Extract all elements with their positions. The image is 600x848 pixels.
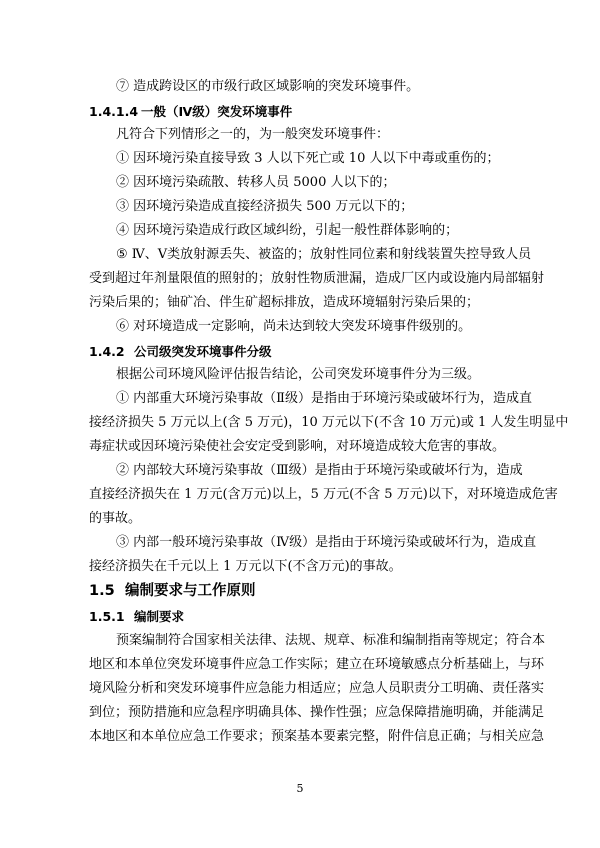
list-item: ③ 内部一般环境污染事故（Ⅳ级）是指由于环境污染或破坏行为，造成直 bbox=[116, 535, 537, 550]
list-item: ① 因环境污染直接导致 3 人以下死亡或 10 人以下中毒或重伤的； bbox=[116, 151, 500, 166]
body-line: 根据公司环境风险评估报告结论，公司突发环境事件分为三级。 bbox=[116, 367, 481, 382]
body-line: 受到超过年剂量限值的照射的；放射性物质泄漏，造成厂区内或设施内局部辐射 bbox=[89, 271, 545, 286]
heading-number: 1.5 bbox=[89, 583, 115, 599]
list-item: ② 内部较大环境污染事故（Ⅲ级）是指由于环境污染或破坏行为，造成 bbox=[116, 463, 523, 478]
list-item: ② 因环境污染疏散、转移人员 5000 人以下的； bbox=[116, 175, 396, 190]
body-line: 凡符合下列情形之一的，为一般突发环境事件： bbox=[116, 127, 390, 142]
section-heading-1-4-1-4 bbox=[89, 104, 292, 120]
body-line: 到位；预防措施和应急程序明确具体、操作性强；应急保障措施明确，并能满足 bbox=[89, 705, 545, 720]
heading-title: 一般（Ⅳ级）突发环境事件 bbox=[141, 104, 293, 119]
heading-number: 1.4.2 bbox=[89, 344, 125, 359]
section-heading-1-5-1 bbox=[89, 609, 184, 625]
body-line: 地区和本单位突发环境事件应急工作实际；建立在环境敏感点分析基础上，与环 bbox=[89, 657, 545, 672]
body-line: ⑦ 造成跨设区的市级行政区域影响的突发环境事件。 bbox=[116, 79, 420, 94]
body-line: 污染后果的；铀矿冶、伴生矿超标排放，造成环境辐射污染后果的； bbox=[89, 295, 480, 310]
heading-title: 编制要求与工作原则 bbox=[125, 583, 256, 599]
body-line: 本地区和本单位应急工作要求；预案基本要素完整，附件信息正确；与相关应急 bbox=[89, 729, 545, 744]
list-item: ① 内部重大环境污染事故（Ⅱ级）是指由于环境污染或破坏行为，造成直 bbox=[116, 391, 532, 406]
body-line: 境风险分析和突发环境事件应急能力相适应；应急人员职责分工明确、责任落实 bbox=[89, 681, 545, 696]
list-item: ⑤ Ⅳ、Ⅴ类放射源丢失、被盗的；放射性同位素和射线装置失控导致人员 bbox=[116, 247, 532, 262]
section-heading-1-5 bbox=[89, 582, 256, 600]
body-line: 接经济损失 5 万元以上(含 5 万元)，10 万元以下(不含 10 万元)或 1 人发生明显中 bbox=[89, 415, 569, 430]
page-number: 5 bbox=[296, 782, 304, 795]
heading-title: 公司级突发环境事件分级 bbox=[134, 344, 272, 359]
body-line: 接经济损失在千元以上 1 万元以下(不含万元)的事故。 bbox=[89, 559, 402, 574]
heading-title: 编制要求 bbox=[134, 609, 185, 624]
body-line: 的事故。 bbox=[89, 511, 142, 526]
list-item: ③ 因环境污染造成直接经济损失 500 万元以下的； bbox=[116, 199, 414, 214]
heading-number: 1.5.1 bbox=[89, 609, 125, 624]
body-line: 预案编制符合国家相关法律、法规、规章、标准和编制指南等规定；符合本 bbox=[116, 633, 546, 648]
list-item: ⑥ 对环境造成一定影响，尚未达到较大突发环境事件级别的。 bbox=[116, 319, 472, 334]
list-item: ④ 因环境污染造成行政区域纠纷，引起一般性群体影响的； bbox=[116, 223, 459, 238]
section-heading-1-4-2 bbox=[89, 344, 272, 360]
heading-number: 1.4.1.4 bbox=[89, 104, 139, 119]
body-line: 毒症状或因环境污染使社会安定受到影响，对环境造成较大危害的事故。 bbox=[89, 439, 506, 454]
body-line: 直接经济损失在 1 万元(含万元)以上，5 万元(不含 5 万元)以下，对环境造成危害 bbox=[89, 487, 558, 502]
